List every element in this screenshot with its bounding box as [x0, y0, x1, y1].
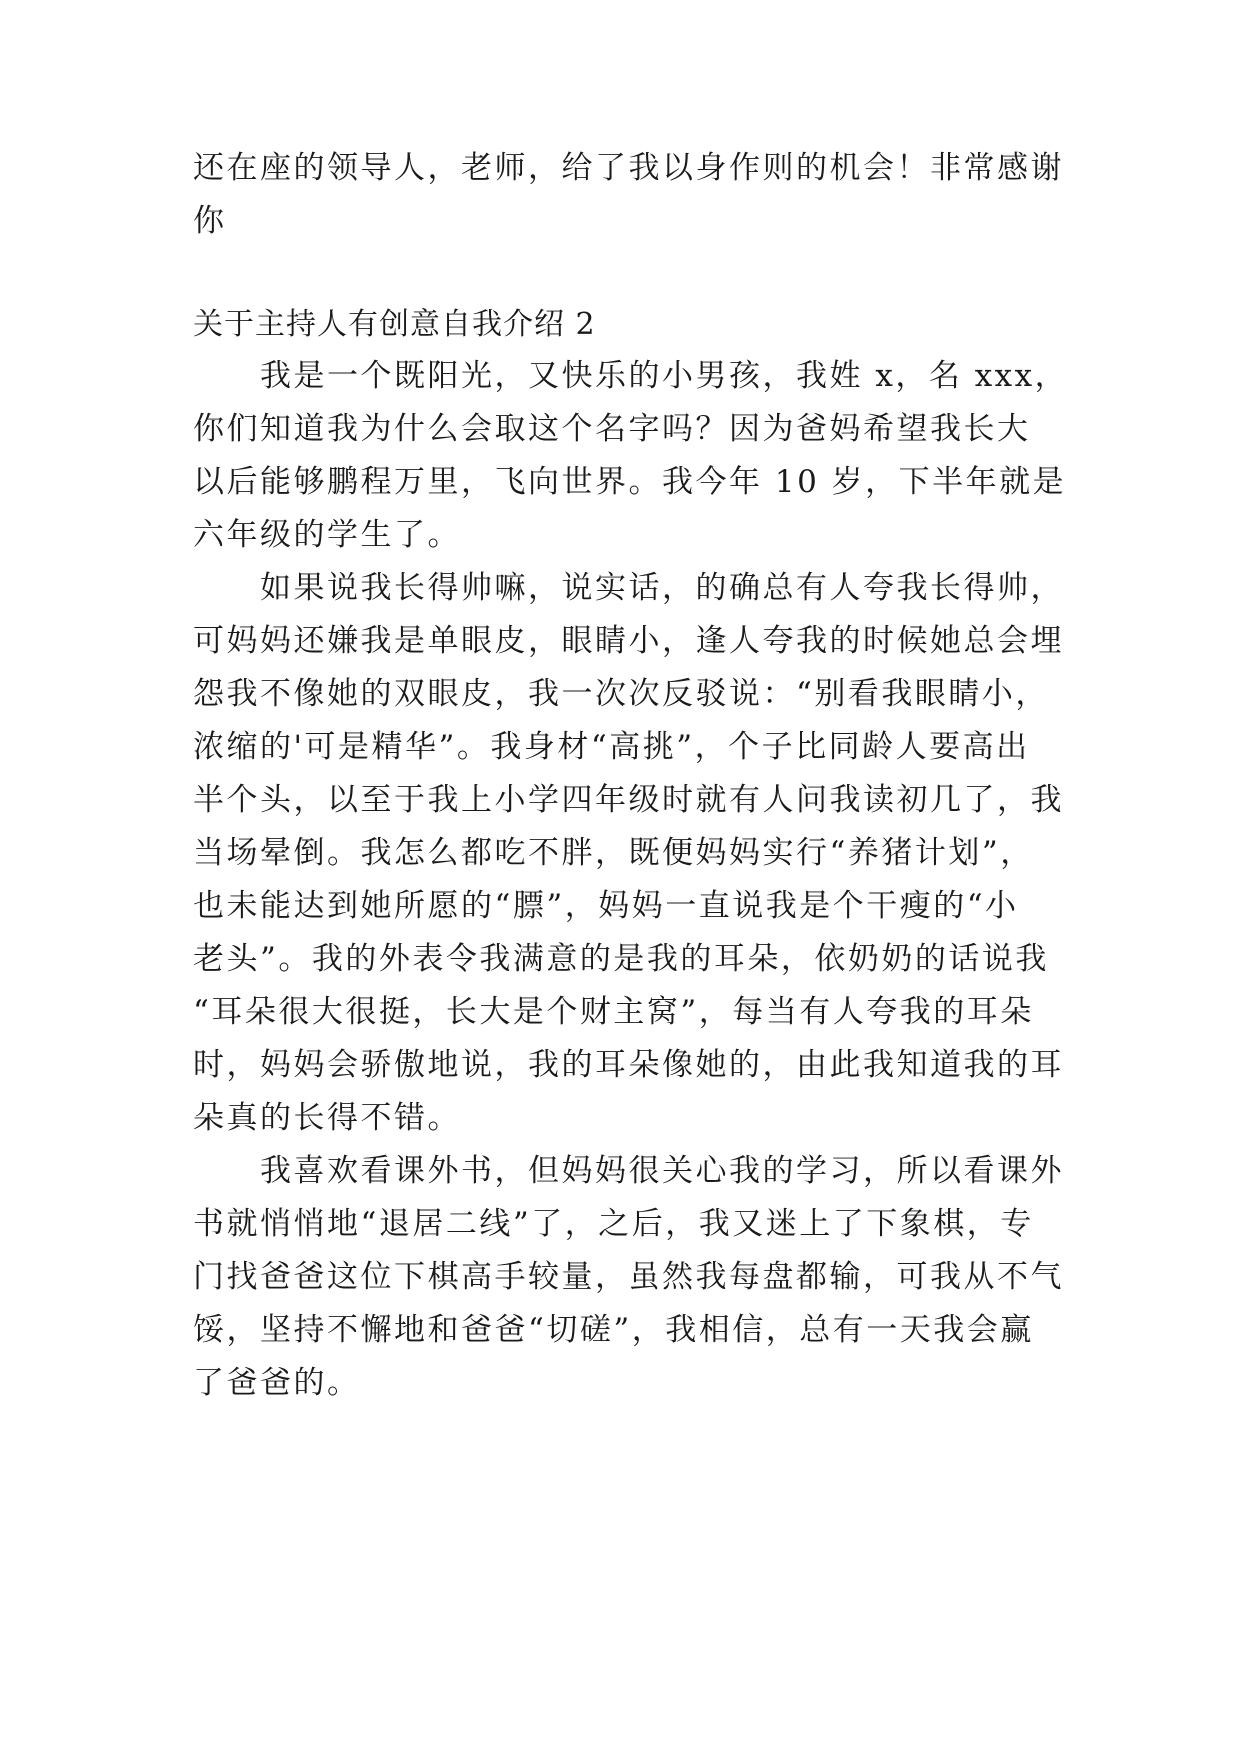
- body-line: 如果说我长得帅嘛，说实话，的确总有人夸我长得帅，: [193, 570, 1064, 606]
- body-line: 馁，坚持不懈地和爸爸“切磋”，我相信，总有一天我会赢: [193, 1312, 1034, 1348]
- body-line: 半个头，以至于我上小学四年级时就有人问我读初几了，我: [193, 782, 1064, 818]
- body-line: 时，妈妈会骄傲地说，我的耳朵像她的，由此我知道我的耳: [193, 1047, 1064, 1083]
- body-line: 了爸爸的。: [193, 1365, 361, 1401]
- body-line: 门找爸爸这位下棋高手较量，虽然我每盘都输，可我从不气: [193, 1259, 1064, 1295]
- body-line: 怨我不像她的双眼皮，我一次次反驳说：“别看我眼睛小，: [193, 676, 1049, 712]
- body-line: “耳朵很大很挺，长大是个财主窝”，每当有人夸我的耳朵: [193, 994, 1034, 1030]
- body-line: 也未能达到她所愿的“膘”，妈妈一直说我是个干瘦的“小: [193, 888, 1019, 924]
- body-line: 我是一个既阳光，又快乐的小男孩，我姓 x，名 xxx，: [193, 358, 1069, 394]
- body-line: 我喜欢看课外书，但妈妈很关心我的学习，所以看课外: [193, 1153, 1064, 1189]
- intro-line: 还在座的领导人，老师，给了我以身作则的机会！非常感谢: [193, 150, 1064, 186]
- body-line: 可妈妈还嫌我是单眼皮，眼睛小，逢人夸我的时候她总会埋: [193, 623, 1064, 659]
- intro-line: 你: [193, 203, 227, 239]
- body-line: 以后能够鹏程万里，飞向世界。我今年 10 岁，下半年就是: [193, 464, 1067, 500]
- body-line: 你们知道我为什么会取这个名字吗？因为爸妈希望我长大: [193, 411, 1031, 447]
- body-line: 朵真的长得不错。: [193, 1100, 461, 1136]
- body-line: 当场晕倒。我怎么都吃不胖，既便妈妈实行“养猪计划”，: [193, 835, 1034, 871]
- body-line: 老头”。我的外表令我满意的是我的耳朵，依奶奶的话说我: [193, 941, 1049, 977]
- body-line: 浓缩的'可是精华”。我身材“高挑”，个子比同龄人要高出: [193, 729, 1030, 765]
- body-line: 六年级的学生了。: [193, 517, 461, 553]
- section-title: 关于主持人有创意自我介绍 2: [193, 307, 596, 342]
- body-line: 书就悄悄地“退居二线”了，之后，我又迷上了下象棋，专: [193, 1206, 1034, 1242]
